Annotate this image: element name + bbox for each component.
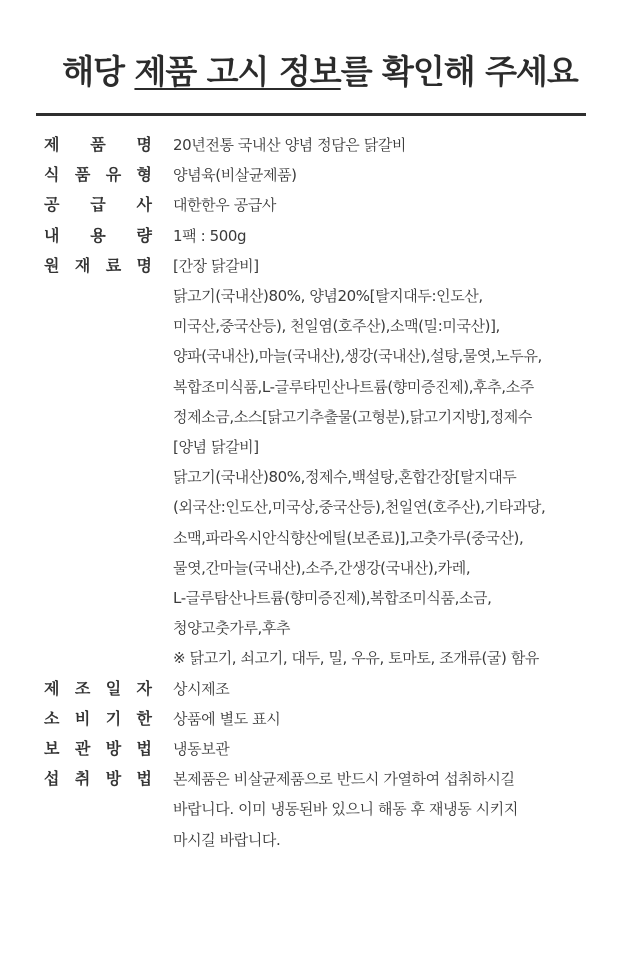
info-value-line: 소맥,파라옥시안식향산에틸(보존료)],고춧가루(중국산), <box>173 528 524 547</box>
info-value-line: 닭고기(국내산)80%, 양념20%[탈지대두:인도산, <box>173 287 483 306</box>
info-label-char: 용 <box>90 225 106 245</box>
info-value-line: 미국산,중국산등), 천일염(호주산),소맥(밀:미국산)], <box>173 317 500 336</box>
title-post: 를 확인해 주세요 <box>340 52 578 91</box>
info-label-char: 료 <box>105 255 122 275</box>
info-value-line: 물엿,간마늘(국내산),소주,간생강(국내산),카레, <box>173 558 471 577</box>
product-info-table <box>0 130 640 855</box>
info-value-line: L-글루탐산나트륨(향미증진제),복합조미식품,소금, <box>173 589 492 608</box>
info-label-char: 품 <box>74 165 91 185</box>
info-label-char: 급 <box>90 195 106 215</box>
info-row <box>0 160 640 190</box>
info-label-char: 보 <box>44 739 60 759</box>
info-label-char: 원 <box>44 255 60 275</box>
info-row <box>0 674 640 704</box>
info-label <box>44 734 152 764</box>
info-label-char: 조 <box>74 678 91 698</box>
info-label-char: 일 <box>105 678 122 698</box>
page-title <box>0 46 640 93</box>
info-label-char: 방 <box>105 769 122 789</box>
title-divider <box>36 113 586 116</box>
info-label-char: 공 <box>44 195 60 215</box>
info-value <box>173 251 613 674</box>
info-value-line: (외국산:인도산,미국상,중국산등),천일연(호주산),기타과당, <box>173 498 546 517</box>
info-value-line: 1팩 : 500g <box>173 226 247 245</box>
info-value-line: 양념육(비살균제품) <box>173 166 297 185</box>
info-row <box>0 190 640 220</box>
info-label-char: 사 <box>136 195 152 215</box>
info-label-char: 섭 <box>44 769 60 789</box>
info-label <box>44 221 152 251</box>
info-label-char: 제 <box>44 678 60 698</box>
info-label-char: 제 <box>44 135 60 154</box>
info-value-line: [양념 닭갈비] <box>173 438 259 457</box>
info-label <box>44 130 152 160</box>
info-label <box>44 190 152 220</box>
info-label-char: 유 <box>105 165 122 185</box>
info-label-char: 내 <box>44 225 60 245</box>
info-value-line: 20년전통 국내산 양념 정담은 닭갈비 <box>173 136 407 154</box>
info-value-line: 청양고춧가루,후추 <box>173 619 291 638</box>
info-label-char: 취 <box>74 769 91 789</box>
info-value <box>173 734 613 764</box>
info-value-line: 마시길 바랍니다. <box>173 830 281 849</box>
info-label-char: 명 <box>136 255 152 275</box>
info-label-char: 소 <box>44 708 60 728</box>
info-label-char: 자 <box>136 678 152 698</box>
info-value-line: 상품에 별도 표시 <box>173 709 281 728</box>
info-label <box>44 160 152 190</box>
info-value-line: 냉동보관 <box>173 740 230 759</box>
info-row <box>0 704 640 734</box>
info-row <box>0 251 640 674</box>
info-value-line: ※ 닭고기, 쇠고기, 대두, 밀, 우유, 토마토, 조개류(굴) 함유 <box>173 649 540 668</box>
info-label-char: 품 <box>90 135 106 154</box>
info-label-char: 재 <box>74 255 91 275</box>
info-label-char: 관 <box>74 739 91 759</box>
info-label <box>44 674 152 704</box>
info-value <box>173 764 613 855</box>
info-label <box>44 704 152 734</box>
info-label-char: 한 <box>136 708 152 728</box>
info-label-char: 방 <box>105 739 122 759</box>
info-value <box>173 190 613 220</box>
title-pre: 해당 <box>62 52 135 91</box>
info-value-line: 상시제조 <box>173 679 230 698</box>
info-value-line: 바랍니다. 이미 냉동된바 있으니 해동 후 재냉동 시키지 <box>173 800 518 819</box>
info-label-char: 법 <box>136 769 152 789</box>
info-label-char: 명 <box>136 135 152 154</box>
info-label-char: 형 <box>136 165 152 185</box>
info-row <box>0 764 640 855</box>
info-label-char: 기 <box>105 708 122 728</box>
info-row <box>0 734 640 764</box>
info-label-char: 량 <box>136 225 152 245</box>
info-value <box>173 130 613 160</box>
info-value-line: 정제소금,소스[닭고기추출물(고형분),닭고기지방],정제수 <box>173 407 532 426</box>
title-underlined: 제품 고시 정보 <box>134 52 341 91</box>
info-label-char: 비 <box>74 708 91 728</box>
info-label <box>44 764 152 794</box>
info-row <box>0 130 640 160</box>
info-value <box>173 704 613 734</box>
info-value <box>173 160 613 190</box>
info-value-line: 본제품은 비살균제품으로 반드시 가열하여 섭취하시길 <box>173 770 515 789</box>
info-label-char: 법 <box>136 739 152 759</box>
info-value-line: 복합조미식품,L-글루타민산나트륨(향미증진제),후추,소주 <box>173 377 534 396</box>
info-row <box>0 221 640 251</box>
info-label-char: 식 <box>44 165 60 185</box>
info-value-line: 양파(국내산),마늘(국내산),생강(국내산),설탕,물엿,노두유, <box>173 347 542 366</box>
info-value-line: [간장 닭갈비] <box>173 256 259 275</box>
info-value-line: 닭고기(국내산)80%,정제수,백설탕,혼합간장[탈지대두 <box>173 468 517 487</box>
info-value <box>173 221 613 251</box>
info-value-line: 대한한우 공급사 <box>173 196 276 215</box>
info-label <box>44 251 152 281</box>
info-value <box>173 674 613 704</box>
